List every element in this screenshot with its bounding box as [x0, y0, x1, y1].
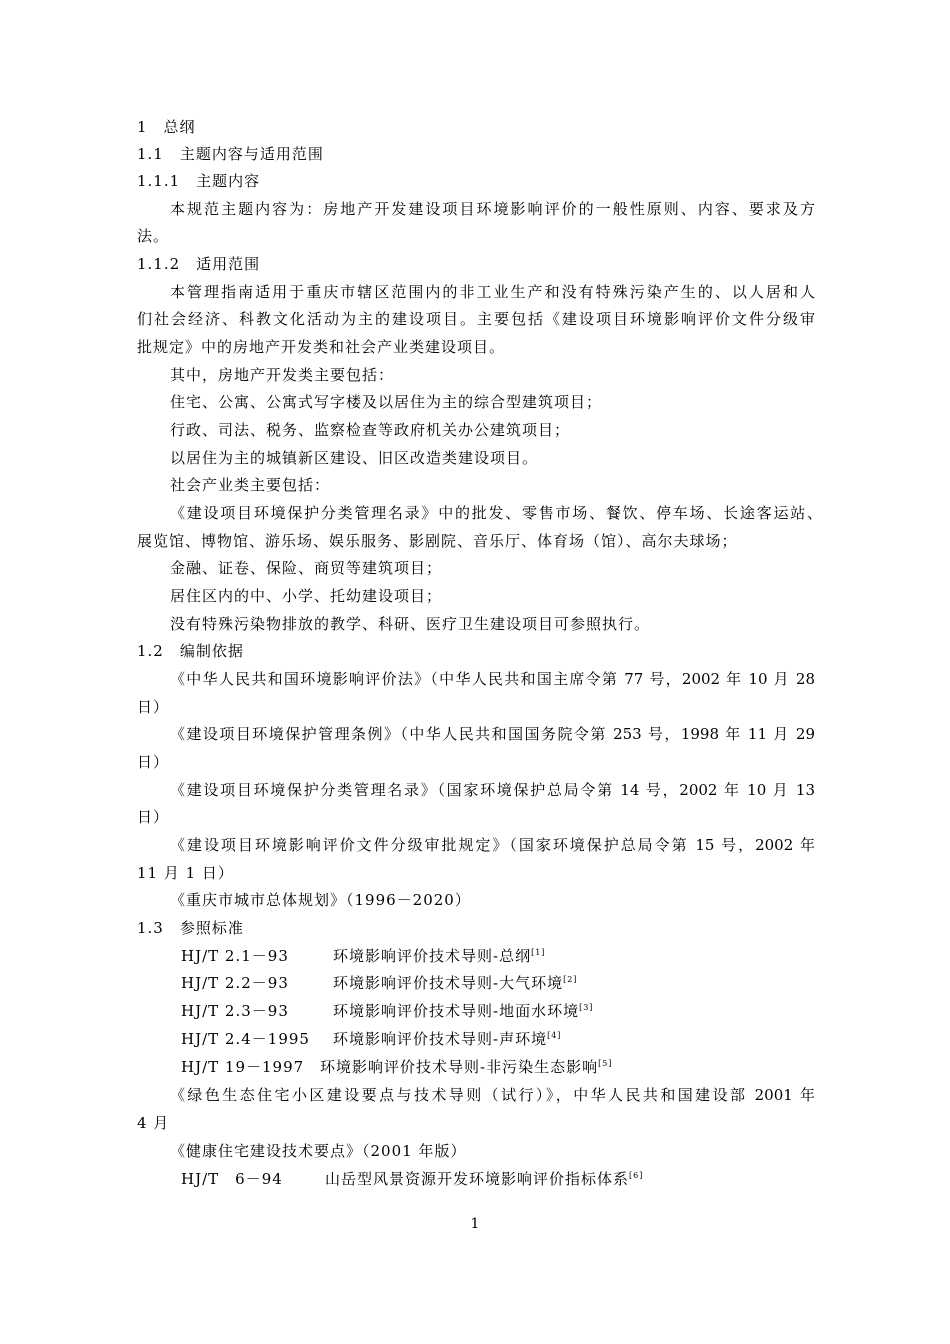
- heading-1-1-1: 1.1.1 主题内容: [137, 172, 261, 190]
- standard-code: HJ/T 6－94: [181, 1170, 283, 1188]
- page-number: 1: [470, 1216, 480, 1232]
- paragraph-line: 居住区内的中、小学、托幼建设项目；: [170, 587, 443, 605]
- reference-line: 日）: [137, 753, 170, 771]
- standard-code: HJ/T 19－1997: [181, 1058, 305, 1076]
- standard-code: HJ/T 2.2－93: [181, 974, 289, 992]
- paragraph-line: 本管理指南适用于重庆市辖区范围内的非工业生产和没有特殊污染产生的、以人居和人: [170, 283, 815, 301]
- paragraph-line: 住宅、公寓、公寓式写字楼及以居住为主的综合型建筑项目；: [170, 393, 603, 411]
- standard-title: 环境影响评价技术导则-非污染生态影响[5]: [320, 1058, 613, 1076]
- heading-1-2: 1.2 编制依据: [137, 642, 244, 660]
- standard-title: 环境影响评价技术导则-总纲[1]: [333, 947, 546, 965]
- paragraph-line: 批规定》中的房地产开发类和社会产业类建设项目。: [137, 338, 506, 356]
- paragraph-line: 展览馆、博物馆、游乐场、娱乐服务、影剧院、音乐厅、体育场（馆）、高尔夫球场；: [137, 532, 738, 550]
- standard-title: 环境影响评价技术导则-大气环境[2]: [333, 974, 578, 992]
- paragraph-line: 金融、证卷、保险、商贸等建筑项目；: [170, 559, 443, 577]
- paragraph-line: 本规范主题内容为：房地产开发建设项目环境影响评价的一般性原则、内容、要求及方: [170, 200, 815, 218]
- reference-line: 《建设项目环境影响评价文件分级审批规定》（国家环境保护总局令第 15 号，2002 年: [170, 836, 815, 854]
- paragraph-line: 社会产业类主要包括：: [170, 476, 331, 494]
- reference-line: 《建设项目环境保护管理条例》（中华人民共和国国务院令第 253 号，1998 年 11 月 29: [170, 725, 815, 743]
- standard-code: HJ/T 2.3－93: [181, 1002, 289, 1020]
- reference-line: 日）: [137, 698, 170, 716]
- reference-line: 4 月: [137, 1114, 170, 1132]
- paragraph-line: 其中，房地产开发类主要包括：: [170, 366, 395, 384]
- heading-1-1-2: 1.1.2 适用范围: [137, 255, 261, 273]
- standard-title: 环境影响评价技术导则-地面水环境[3]: [333, 1002, 594, 1020]
- paragraph-line: 们社会经济、科教文化活动为主的建设项目。主要包括《建设项目环境影响评价文件分级审: [137, 310, 815, 328]
- reference-line: 《健康住宅建设技术要点》（2001 年版）: [170, 1142, 467, 1160]
- paragraph-line: 《建设项目环境保护分类管理名录》中的批发、零售市场、餐饮、停车场、长途客运站、: [170, 504, 822, 522]
- paragraph-line: 以居住为主的城镇新区建设、旧区改造类建设项目。: [170, 449, 539, 467]
- paragraph-line: 法。: [137, 227, 170, 245]
- reference-line: 11 月 1 日）: [137, 864, 234, 882]
- reference-line: 《绿色生态住宅小区建设要点与技术导则（试行）》，中华人民共和国建设部 2001 年: [170, 1086, 815, 1104]
- standard-code: HJ/T 2.1－93: [181, 947, 289, 965]
- reference-line: 《建设项目环境保护分类管理名录》（国家环境保护总局令第 14 号，2002 年 10 月 13: [170, 781, 815, 799]
- paragraph-line: 行政、司法、税务、监察检查等政府机关办公建筑项目；: [170, 421, 571, 439]
- heading-1: 1 总纲: [137, 118, 196, 136]
- standard-code: HJ/T 2.4－1995: [181, 1030, 310, 1048]
- reference-line: 日）: [137, 808, 170, 826]
- standard-title: 环境影响评价技术导则-声环境[4]: [333, 1030, 562, 1048]
- standard-title: 山岳型风景资源开发环境影响评价指标体系[6]: [325, 1170, 644, 1188]
- paragraph-line: 没有特殊污染物排放的教学、科研、医疗卫生建设项目可参照执行。: [170, 615, 651, 633]
- heading-1-1: 1.1 主题内容与适用范围: [137, 145, 324, 163]
- heading-1-3: 1.3 参照标准: [137, 919, 244, 937]
- reference-line: 《中华人民共和国环境影响评价法》（中华人民共和国主席令第 77 号，2002 年 10 月 28: [170, 670, 815, 688]
- reference-line: 《重庆市城市总体规划》（1996－2020）: [170, 891, 471, 909]
